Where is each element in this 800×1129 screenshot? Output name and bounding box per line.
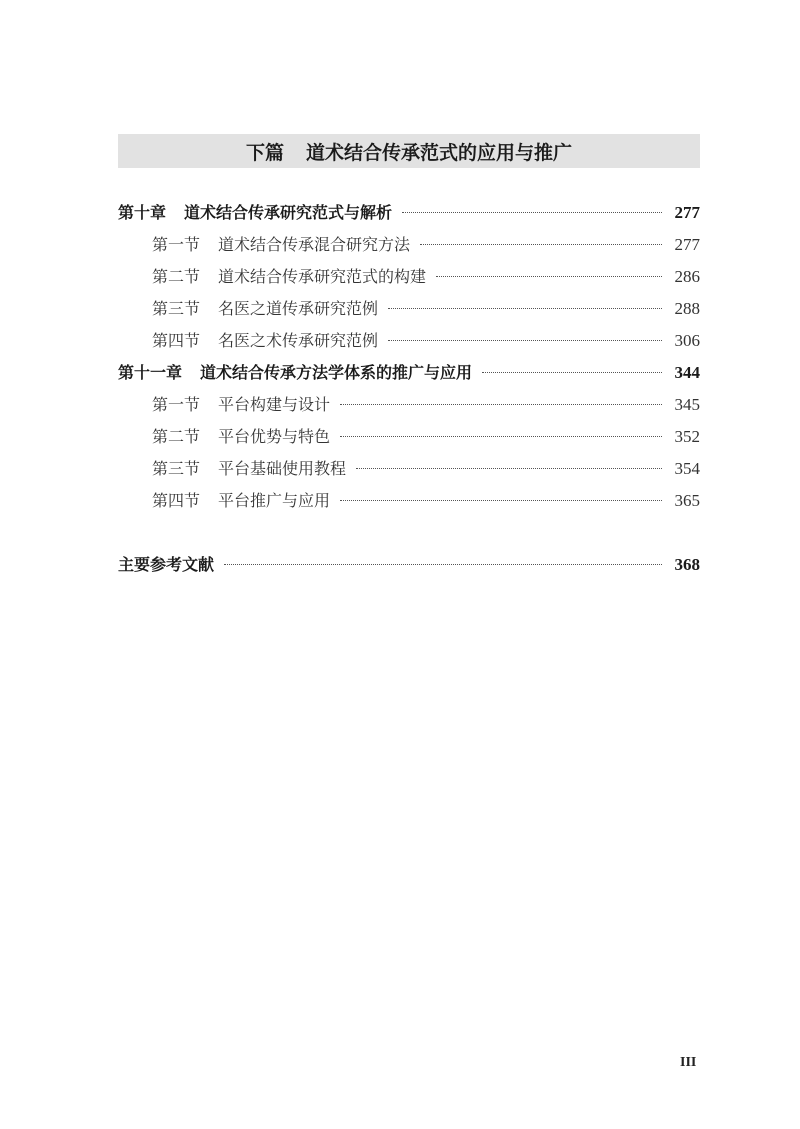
dot-leader	[340, 436, 662, 437]
entry-page-number: 352	[674, 427, 700, 446]
references-page-number: 368	[674, 555, 700, 574]
toc-section-entry[interactable]	[118, 485, 700, 517]
entry-title: 平台优势与特色	[218, 427, 331, 446]
dot-leader	[388, 340, 662, 341]
entry-label: 第三节	[152, 299, 201, 318]
entry-label: 第二节	[152, 267, 201, 286]
entry-title: 平台推广与应用	[218, 491, 331, 510]
spacer	[118, 517, 700, 549]
entry-page-number: 277	[674, 203, 700, 222]
dot-leader	[356, 468, 662, 469]
toc-section-entry[interactable]	[118, 261, 700, 293]
entry-title: 道术结合传承研究范式与解析	[184, 203, 393, 222]
part-header	[118, 134, 700, 168]
toc-chapter-entry[interactable]	[118, 197, 700, 229]
dot-leader	[482, 372, 662, 373]
toc-section-entry[interactable]	[118, 421, 700, 453]
dot-leader	[340, 500, 662, 501]
toc-section-entry[interactable]	[118, 293, 700, 325]
toc-section-entry[interactable]	[118, 325, 700, 357]
dot-leader	[340, 404, 662, 405]
entry-title: 名医之术传承研究范例	[218, 331, 379, 350]
entry-label: 第四节	[152, 491, 201, 510]
entry-title: 名医之道传承研究范例	[218, 299, 379, 318]
dot-leader	[402, 212, 662, 213]
entry-title: 道术结合传承混合研究方法	[218, 235, 411, 254]
entry-label: 第十一章	[118, 363, 183, 382]
entry-page-number: 354	[674, 459, 700, 478]
entry-label: 第二节	[152, 427, 201, 446]
toc-section-entry[interactable]	[118, 453, 700, 485]
toc-section-entry[interactable]	[118, 229, 700, 261]
part-title: 道术结合传承范式的应用与推广	[306, 141, 573, 164]
entry-label: 第四节	[152, 331, 201, 350]
entry-page-number: 306	[674, 331, 700, 350]
entry-page-number: 286	[674, 267, 700, 286]
dot-leader	[436, 276, 662, 277]
toc-section-entry[interactable]	[118, 389, 700, 421]
entry-label: 第一节	[152, 395, 201, 414]
references-title: 主要参考文献	[118, 555, 215, 574]
entry-page-number: 344	[674, 363, 700, 382]
entry-page-number: 365	[674, 491, 700, 510]
entry-title: 平台构建与设计	[218, 395, 331, 414]
dot-leader	[420, 244, 662, 245]
dot-leader	[224, 564, 662, 565]
dot-leader	[388, 308, 662, 309]
entry-title: 道术结合传承方法学体系的推广与应用	[200, 363, 473, 382]
toc-references-entry[interactable]	[118, 549, 700, 581]
entry-page-number: 277	[674, 235, 700, 254]
entry-label: 第三节	[152, 459, 201, 478]
entry-label: 第一节	[152, 235, 201, 254]
entry-label: 第十章	[118, 203, 167, 222]
entry-page-number: 288	[674, 299, 700, 318]
entry-title: 平台基础使用教程	[218, 459, 347, 478]
table-of-contents	[118, 197, 700, 581]
part-label: 下篇	[245, 141, 284, 164]
toc-chapter-entry[interactable]	[118, 357, 700, 389]
entry-title: 道术结合传承研究范式的构建	[218, 267, 427, 286]
page-number: III	[680, 1055, 697, 1070]
entry-page-number: 345	[674, 395, 700, 414]
